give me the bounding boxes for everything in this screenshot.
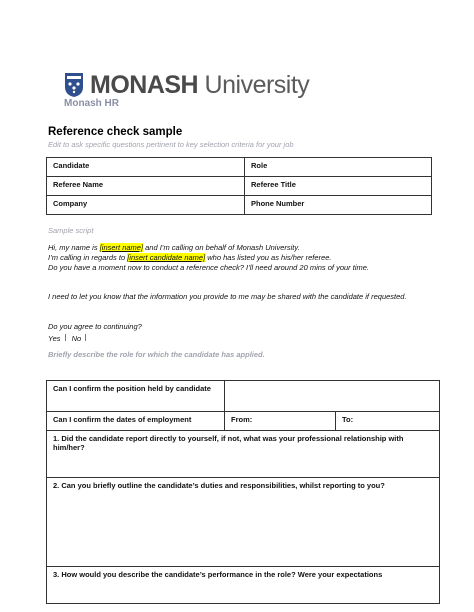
position-question: Can I confirm the position held by candidate: [47, 381, 225, 412]
monash-logo: [64, 68, 309, 102]
script-line-1: [48, 243, 434, 253]
script-line-2-a: I’m calling in regards to: [48, 253, 128, 262]
insert-name-placeholder: [insert name]: [99, 243, 144, 252]
script-line-1-a: Hi, my name is: [48, 243, 100, 252]
table-row: [47, 158, 432, 177]
table-cell: Candidate: [47, 158, 245, 177]
table-row: [47, 431, 440, 478]
table-row: [47, 177, 432, 196]
brand-wordmark: [90, 72, 309, 98]
no-label: No: [71, 334, 82, 343]
table-row: [47, 567, 440, 604]
table-row: [47, 196, 432, 215]
agree-question: Do you agree to continuing?: [48, 322, 142, 331]
insert-candidate-placeholder: [insert candidate name]: [127, 253, 206, 262]
script-line-1-b: and I’m calling on behalf of Monash University.: [143, 243, 300, 252]
from-field[interactable]: From:: [225, 412, 336, 431]
script-line-2-b: who has listed you as his/her referee.: [205, 253, 332, 262]
details-table: [46, 157, 432, 215]
page-title: Reference check sample: [48, 126, 183, 138]
script-intro: [48, 243, 434, 273]
table-cell: Referee Title: [245, 177, 432, 196]
questions-table: [46, 380, 440, 604]
question-2[interactable]: 2. Can you briefly outline the candidate’s duties and responsibilities, whilst reporting to you?: [47, 478, 440, 567]
to-field[interactable]: To:: [336, 412, 440, 431]
table-cell: Role: [245, 158, 432, 177]
brand-light: University: [198, 71, 310, 99]
table-cell: Company: [47, 196, 245, 215]
instruction-note: Edit to ask specific questions pertinent to key selection criteria for your job: [48, 140, 294, 149]
department-label: Monash HR: [64, 98, 119, 109]
yes-label: Yes: [48, 334, 61, 343]
table-cell: Referee Name: [47, 177, 245, 196]
sample-script-label: Sample script: [48, 226, 94, 235]
brief-role-instruction: Briefly describe the role for which the candidate has applied.: [48, 350, 265, 359]
table-row: [47, 478, 440, 567]
script-line-3: Do you have a moment now to conduct a reference check? I’ll need around 20 mins of your time.: [48, 263, 370, 272]
dates-question: Can I confirm the dates of employment: [47, 412, 225, 431]
table-row: [47, 412, 440, 431]
question-3[interactable]: 3. How would you describe the candidate’s performance in the role? Were your expectations: [47, 567, 440, 604]
brand-bold: MONASH: [90, 71, 199, 99]
table-cell: Phone Number: [245, 196, 432, 215]
script-line-4: I need to let you know that the information you provide to me may be shared with the candidate if requested.: [48, 292, 407, 301]
position-answer-field[interactable]: [225, 381, 440, 412]
consent-options: [48, 334, 90, 343]
script-line-2: [48, 253, 434, 263]
yes-checkbox[interactable]: [65, 334, 66, 341]
monash-crest-icon: [64, 72, 84, 98]
table-row: [47, 381, 440, 412]
no-checkbox[interactable]: [85, 334, 86, 341]
question-1[interactable]: 1. Did the candidate report directly to yourself, if not, what was your professional relationship with him/her?: [47, 431, 440, 478]
